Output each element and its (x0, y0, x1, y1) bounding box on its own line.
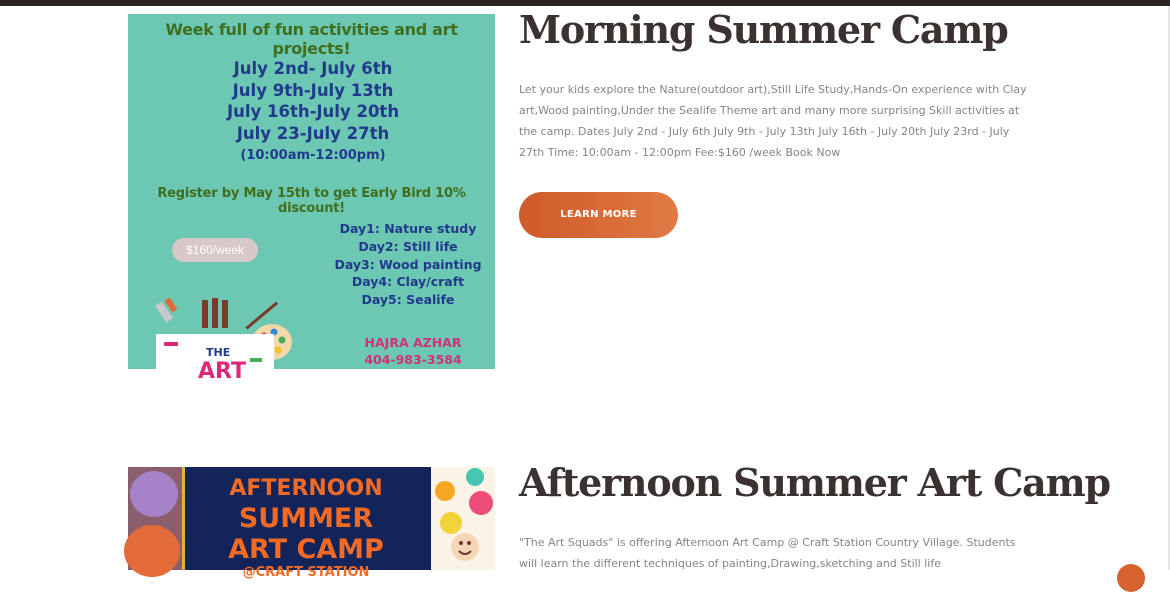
flyer-date: July 16th-July 20th (226, 102, 400, 121)
flyer-day-item: Day1: Nature study (339, 221, 477, 236)
learn-more-button[interactable]: LEARN MORE (519, 192, 678, 238)
flyer-photo-strip (128, 467, 182, 570)
top-nav-bar (0, 0, 1170, 6)
flyer-contact-phone: 404-983-3584 (364, 352, 462, 367)
flyer-divider (182, 467, 185, 570)
flyer-title-line: AFTERNOON (229, 476, 383, 501)
flyer-contact-name: HAJRA AZHAR (364, 335, 462, 350)
flyer-title-line: SUMMER (238, 503, 374, 534)
flyer-time: (10:00am-12:00pm) (240, 148, 386, 163)
flyer-date: July 9th-July 13th (232, 80, 394, 100)
flyer-dates (188, 58, 438, 144)
flyer-register-note: Register by May 15th to get Early Bird 10% discount! (157, 186, 466, 216)
flyer-headline: Week full of fun activities and art projects! (165, 20, 458, 58)
paint-blob (130, 471, 178, 517)
art-logo-line1: THE (206, 346, 231, 359)
afternoon-camp-flyer (128, 467, 495, 580)
flyer-date: July 23-July 27th (236, 123, 390, 143)
paint-blob (124, 525, 180, 577)
flyer-contact (338, 334, 488, 368)
camp-title: Morning Summer Camp (519, 7, 1008, 52)
paint-splash-illustration (431, 467, 495, 570)
flyer-title-line: ART CAMP (228, 534, 384, 565)
flyer-day-item: Day2: Still life (358, 238, 458, 254)
camp-description: Let your kids explore the Nature(outdoor art),Still Life Study,Hands-On experience with Clay art,Wood painting,Under the Sealife Theme art and many more surprising Skill activities at the camp. Dates July 2nd - July 6th July 9th - July 13th July 16th - July 20th July 23rd - July 27th Time: 10:00am - 12:00pm Fee:$160 /week Book Now (519, 83, 1027, 159)
art-easel-illustration (154, 296, 294, 384)
camp-title: Afternoon Summer Art Camp (519, 460, 1110, 505)
flyer-day-item: Day3: Wood painting (334, 256, 482, 272)
flyer-day-item: Day4: Clay/craft (351, 274, 465, 290)
flyer-price-badge: $160/week (172, 238, 258, 262)
morning-camp-flyer (128, 14, 495, 384)
art-logo-line2: ART (198, 359, 246, 384)
flyer-day-item: Day5: Sealife (361, 292, 455, 308)
flyer-date: July 2nd- July 6th (233, 59, 393, 78)
flyer-day-list (328, 220, 488, 309)
flyer-title (188, 475, 424, 581)
scroll-to-top-button[interactable] (1117, 564, 1145, 592)
camp-description: "The Art Squads" is offering Afternoon Art Camp @ Craft Station Country Village. Students will learn the different techniques of painting,Drawing,sketching and Still life (519, 536, 1016, 570)
flyer-title-line: @CRAFT STATION (242, 565, 370, 580)
